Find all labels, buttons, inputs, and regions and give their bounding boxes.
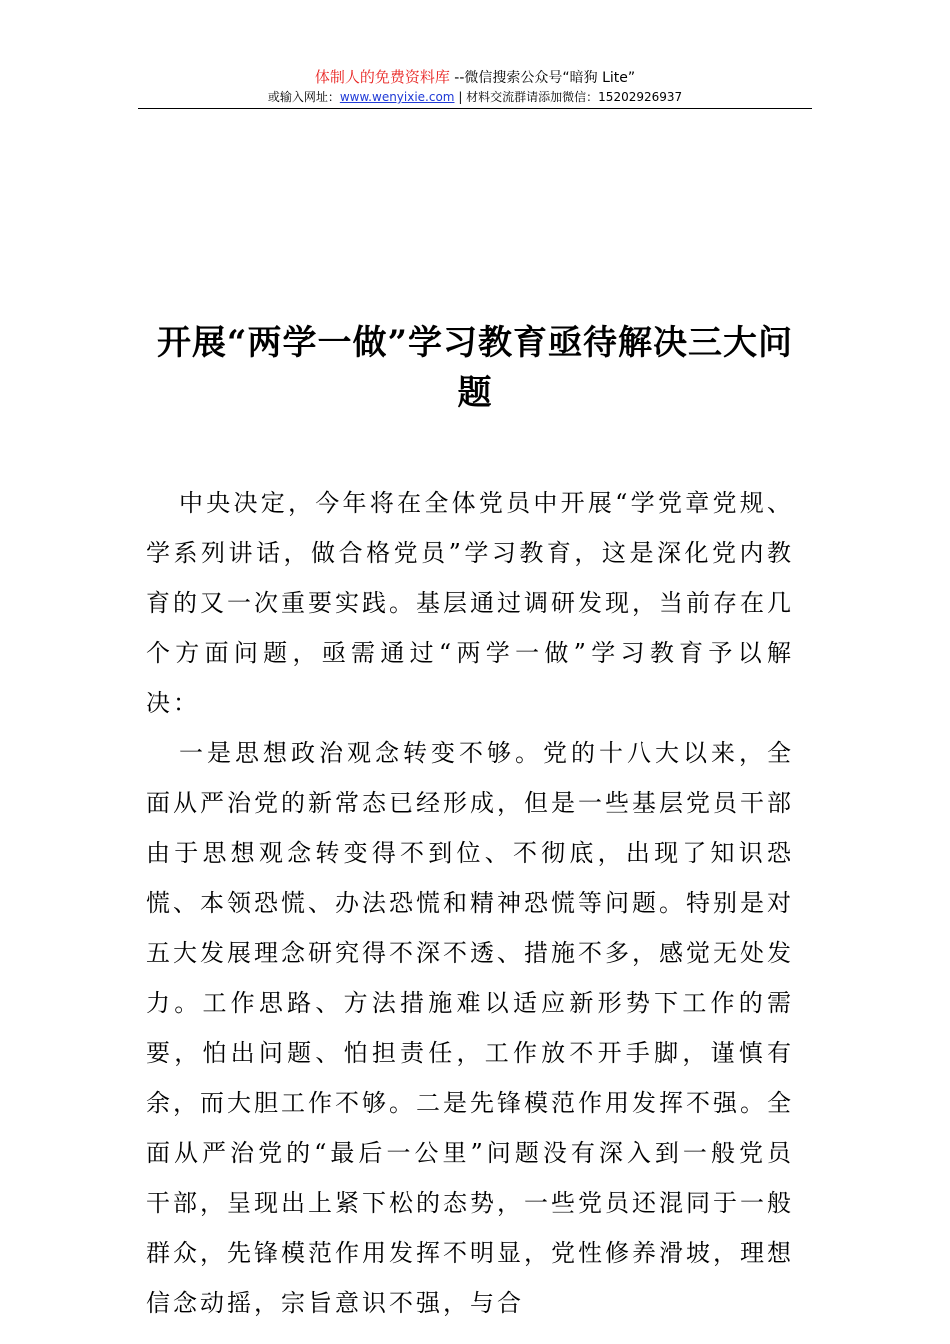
website-link[interactable]: www.wenyixie.com xyxy=(339,90,455,104)
page-header xyxy=(0,68,950,106)
document-title: 开展“两学一做”学习教育亟待解决三大问题 xyxy=(156,323,794,413)
header-line-1 xyxy=(0,68,950,87)
document-body xyxy=(146,478,794,1328)
url-prefix: 或输入网址： xyxy=(267,90,340,104)
contact-info: | 材料交流群请添加微信：15202926937 xyxy=(454,90,683,104)
brand-name: 体制人的免费资料库 xyxy=(314,68,450,86)
header-divider xyxy=(138,108,812,109)
paragraph-problems: 一是思想政治观念转变不够。党的十八大以来，全面从严治党的新常态已经形成，但是一些基层党员干部由于思想观念转变得不到位、不彻底，出现了知识恐慌、本领恐慌、办法恐慌和精神恐慌等问题。特别是对五大发展理念研究得不深不透、措施不多，感觉无处发力。工作思路、方法措施难以适应新形势下工作的需要，怕出问题、怕担责任，工作放不开手脚，谨慎有余，而大胆工作不够。二是先锋模范作用发挥不强。全面从严治党的“最后一公里”问题没有深入到一般党员干部，呈现出上紧下松的态势，一些党员还混同于一般群众，先锋模范作用发挥不明显，党性修养滑坡，理想信念动摇，宗旨意识不强，与合 xyxy=(146,739,794,1317)
paragraph-intro: 中央决定，今年将在全体党员中开展“学党章党规、学系列讲话，做合格党员”学习教育，这是深化党内教育的又一次重要实践。基层通过调研发现，当前存在几个方面问题，亟需通过“两学一做”学习教育予以解决： xyxy=(146,489,794,717)
header-line-2 xyxy=(0,89,950,106)
wechat-hint: --微信搜索公众号“暗狗 Lite” xyxy=(449,70,636,86)
